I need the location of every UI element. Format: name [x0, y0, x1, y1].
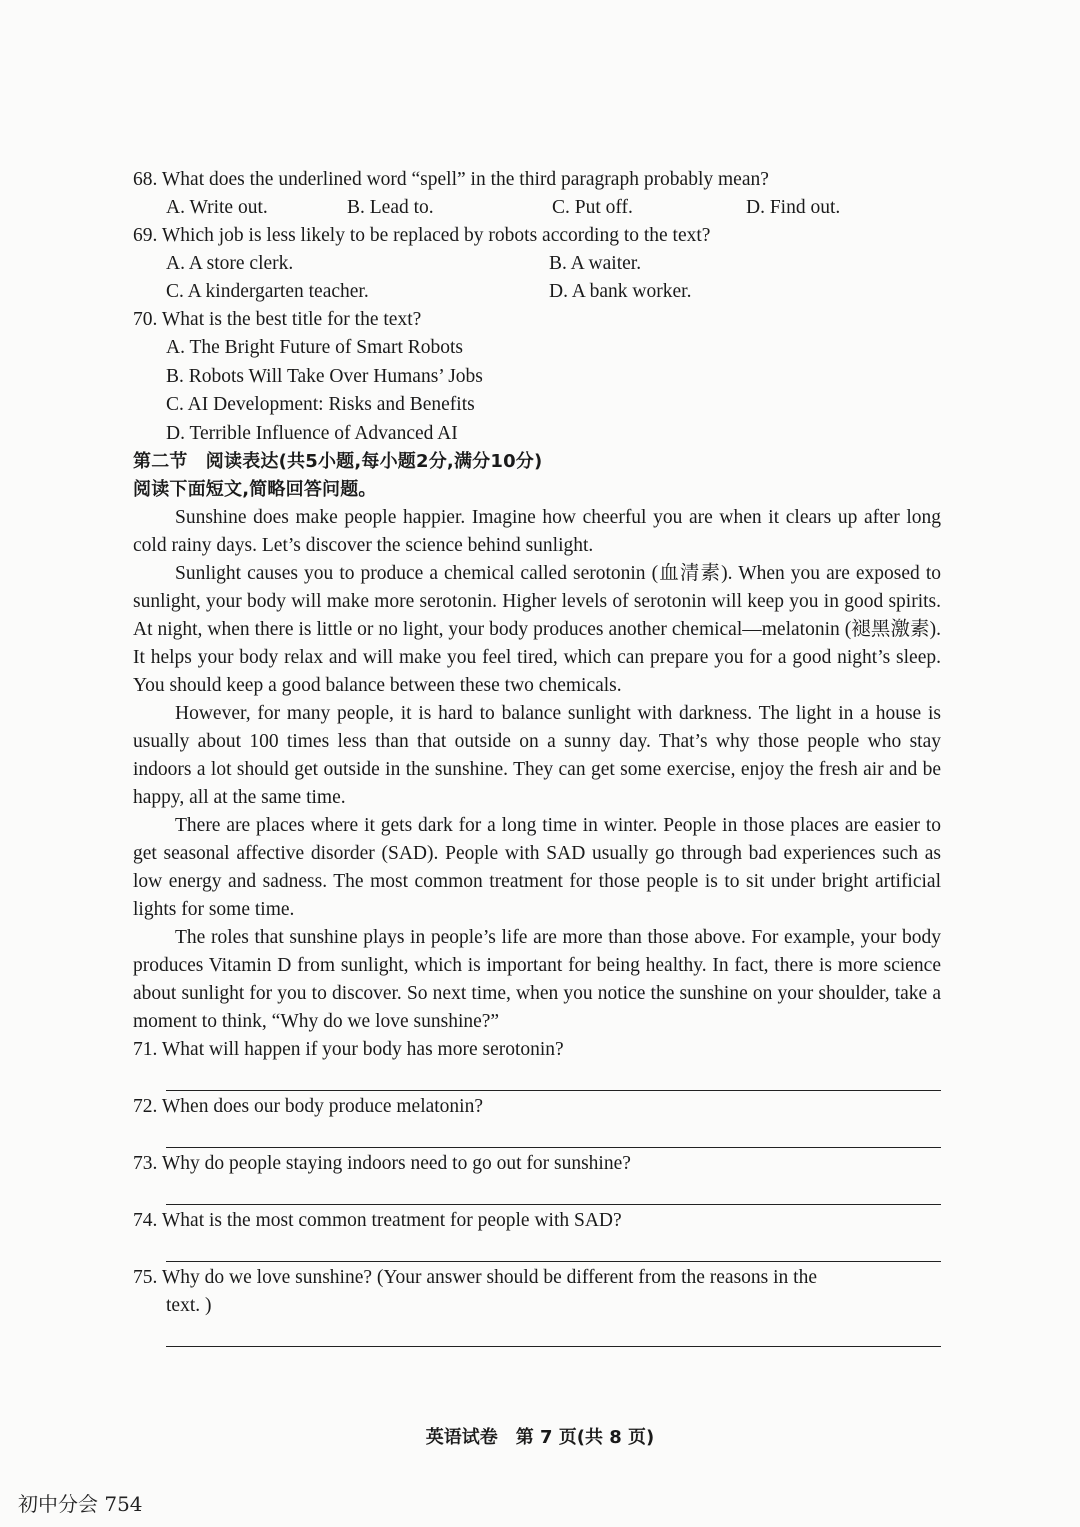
question-75-continued: text. ): [166, 1295, 212, 1316]
question-68: 68. What does the underlined word “spell” in the third paragraph probably mean?: [133, 169, 769, 190]
option-c: C. AI Development: Risks and Benefits: [166, 394, 475, 415]
question-69-options-row2: [133, 278, 941, 306]
page-footer: 英语试卷 第 7 页(共 8 页): [425, 1427, 655, 1448]
option-b: B. Robots Will Take Over Humans’ Jobs: [166, 365, 483, 387]
question-71-block: [133, 1036, 941, 1091]
answer-line-73[interactable]: [166, 1178, 941, 1205]
option-a: A. Write out.: [166, 197, 268, 218]
option-b: B. Lead to.: [347, 197, 434, 218]
passage-paragraph-1: Sunshine does make people happier. Imagine how cheerful you are when it clears up after long cold rainy days. Let’s discover the science behind sunlight.: [133, 507, 941, 556]
question-72: 72. When does our body produce melatonin?: [133, 1096, 484, 1117]
question-70: 70. What is the best title for the text?: [133, 309, 422, 330]
section-heading: 第二节 阅读表达(共5小题,每小题2分,满分10分): [133, 451, 543, 472]
option-d: D. A bank worker.: [549, 281, 692, 302]
answer-line-71[interactable]: [166, 1064, 941, 1091]
question-75: 75. Why do we love sunshine? (Your answer should be different from the reasons in the: [133, 1267, 817, 1288]
exam-page: [133, 166, 941, 1349]
answer-line-74[interactable]: [166, 1235, 941, 1262]
option-d: D. Find out.: [746, 197, 841, 218]
question-69-options-row1: [133, 250, 941, 278]
passage-paragraph-4: There are places where it gets dark for a long time in winter. People in those places are easier to get seasonal affective disorder (SAD). People with SAD usually go through bad experiences such as low energy and sadness. The most common treatment for those people is to sit under bright artificial lights for some time.: [133, 815, 941, 920]
question-72-block: [133, 1093, 941, 1148]
option-a: A. The Bright Future of Smart Robots: [166, 337, 464, 358]
question-68-options: [133, 194, 941, 222]
question-69: 69. Which job is less likely to be replaced by robots according to the text?: [133, 225, 711, 246]
answer-line-72[interactable]: [166, 1121, 941, 1148]
question-73: 73. Why do people staying indoors need to go out for sunshine?: [133, 1153, 631, 1174]
option-d: D. Terrible Influence of Advanced AI: [166, 422, 458, 444]
question-75-block: [133, 1264, 941, 1347]
option-a: A. A store clerk.: [166, 253, 294, 274]
section-instruction: 阅读下面短文,简略回答问题。: [133, 479, 377, 500]
question-73-block: [133, 1150, 941, 1205]
question-74: 74. What is the most common treatment for people with SAD?: [133, 1210, 622, 1231]
passage-paragraph-3: However, for many people, it is hard to balance sunlight with darkness. The light in a house is usually about 100 times less than that outside on a sunny day. That’s why those people who stay indoors a lot should get outside in the sunshine. They can get some exercise, enjoy the fresh air and be happy, all at the same time.: [133, 703, 941, 808]
question-74-block: [133, 1207, 941, 1262]
passage-paragraph-5: The roles that sunshine plays in people’s life are more than those above. For example, your body produces Vitamin D from sunlight, which is important for being healthy. In fact, there is more science about sunlight for you to discover. So next time, when you notice the sunshine on your shoulder, take a moment to think, “Why do we love sunshine?”: [133, 927, 941, 1032]
option-b: B. A waiter.: [549, 253, 642, 274]
question-71: 71. What will happen if your body has more serotonin?: [133, 1039, 564, 1060]
watermark-label: 初中分会 754: [18, 1492, 143, 1516]
option-c: C. Put off.: [552, 197, 633, 218]
passage-paragraph-2: Sunlight causes you to produce a chemical called serotonin (血清素). When you are exposed to sunlight, your body will make more serotonin. Higher levels of serotonin will keep you in good spirits. At night, when there is little or no light, your body produces another chemical—melatonin (褪黑激素). It helps your body relax and will make you feel tired, which can prepare you for a good night’s sleep. You should keep a good balance between these two chemicals.: [133, 563, 941, 696]
answer-line-75[interactable]: [166, 1320, 941, 1347]
option-c: C. A kindergarten teacher.: [166, 281, 369, 302]
